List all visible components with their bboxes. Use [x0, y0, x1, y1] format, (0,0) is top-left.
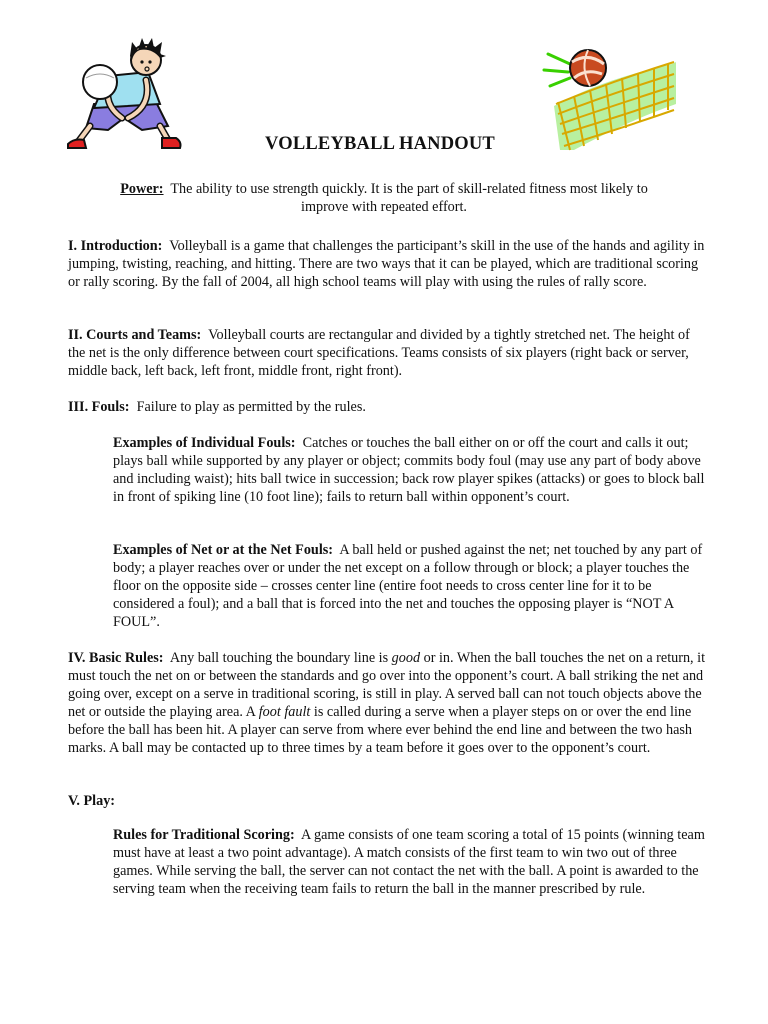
traditional-scoring-text: A game consists of one team scoring a total of 15 points (winning team must have at least a two point advantage). A match consists of the first team to win two out of three games. While serving the ball, the server can not contact the net with the ball. A point is awarded to the serving team when the receiving team fails to return the ball in the manner prescribed by rule.	[113, 827, 705, 897]
net-fouls	[113, 541, 705, 631]
basic-rules-heading: IV. Basic Rules:	[68, 650, 164, 666]
foot-fault-term: foot fault	[258, 704, 311, 720]
courts-heading: II. Courts and Teams:	[68, 327, 202, 343]
section-basic-rules	[68, 649, 708, 757]
net-fouls-text: A ball held or pushed against the net; net touched by any part of body; a player reaches over or under the net except on a follow through or block; a player touches the floor on the opposite side – crosses center line (entire foot needs to cross center line for it to be considered a foul); and a ball that is forced into the net and touches the opposing player is “NOT A FOUL”.	[113, 542, 703, 630]
net-fouls-heading: Examples of Net or at the Net Fouls:	[113, 542, 334, 558]
courts-text: Volleyball courts are rectangular and divided by a tightly stretched net. The height of the net is the only difference between court specifications. Teams consists of six players (right back or server, middle back, left back, left front, middle front, right front).	[68, 327, 690, 379]
section-play	[68, 792, 708, 810]
individual-fouls-heading: Examples of Individual Fouls:	[113, 435, 296, 451]
power-text: The ability to use strength quickly. It is the part of skill-related fitness most likely to improve with repeated effort.	[170, 181, 648, 215]
fouls-text: Failure to play as permitted by the rules.	[136, 399, 366, 415]
power-label: Power:	[120, 181, 164, 197]
page-title: VOLLEYBALL HANDOUT	[265, 134, 495, 154]
individual-fouls-text: Catches or touches the ball either on or off the court and calls it out; plays ball while supported by any player or object; commits body foul (may use any part of body above and including waist); hits ball twice in succession; back row player spikes (attacks) or goes to block ball in front of spiking line (10 foot line); fails to return ball within opponent’s court.	[113, 435, 705, 505]
play-heading: V. Play:	[68, 793, 116, 809]
basic-rules-text-3: is called during a serve when a player steps on or over the end line before the ball has been hit. A player can serve from where ever behind the end line and between the two hash marks. A ball may be contacted up to three times by a team before it goes over to the opponent’s court.	[68, 704, 693, 756]
individual-fouls	[113, 434, 705, 506]
basic-rules-text-1: Any ball touching the boundary line is	[169, 650, 389, 666]
section-fouls	[68, 398, 708, 416]
basic-rules-text-2: or in. When the ball touches the net on a return, it must touch the net on or between the standards and go over into the opponent’s court. A ball striking the net and going over, except on a serve in traditional scoring, is still in play. A served ball can not touch objects above the net or outside the playing area. A	[68, 650, 706, 720]
power-definition	[100, 180, 668, 216]
section-courts-and-teams	[68, 326, 708, 380]
good-term: good	[391, 650, 421, 666]
traditional-scoring-heading: Rules for Traditional Scoring:	[113, 827, 295, 843]
fouls-heading: III. Fouls:	[68, 399, 130, 415]
section-introduction	[68, 237, 708, 291]
introduction-text: Volleyball is a game that challenges the participant’s skill in the use of the hands and agility in jumping, twisting, reaching, and hitting. There are two ways that it can be played, which are traditional scoring or rally scoring. By the fall of 2004, all high school teams will play with using the rules of rally score.	[68, 238, 705, 290]
introduction-heading: I. Introduction:	[68, 238, 163, 254]
traditional-scoring	[113, 826, 705, 898]
